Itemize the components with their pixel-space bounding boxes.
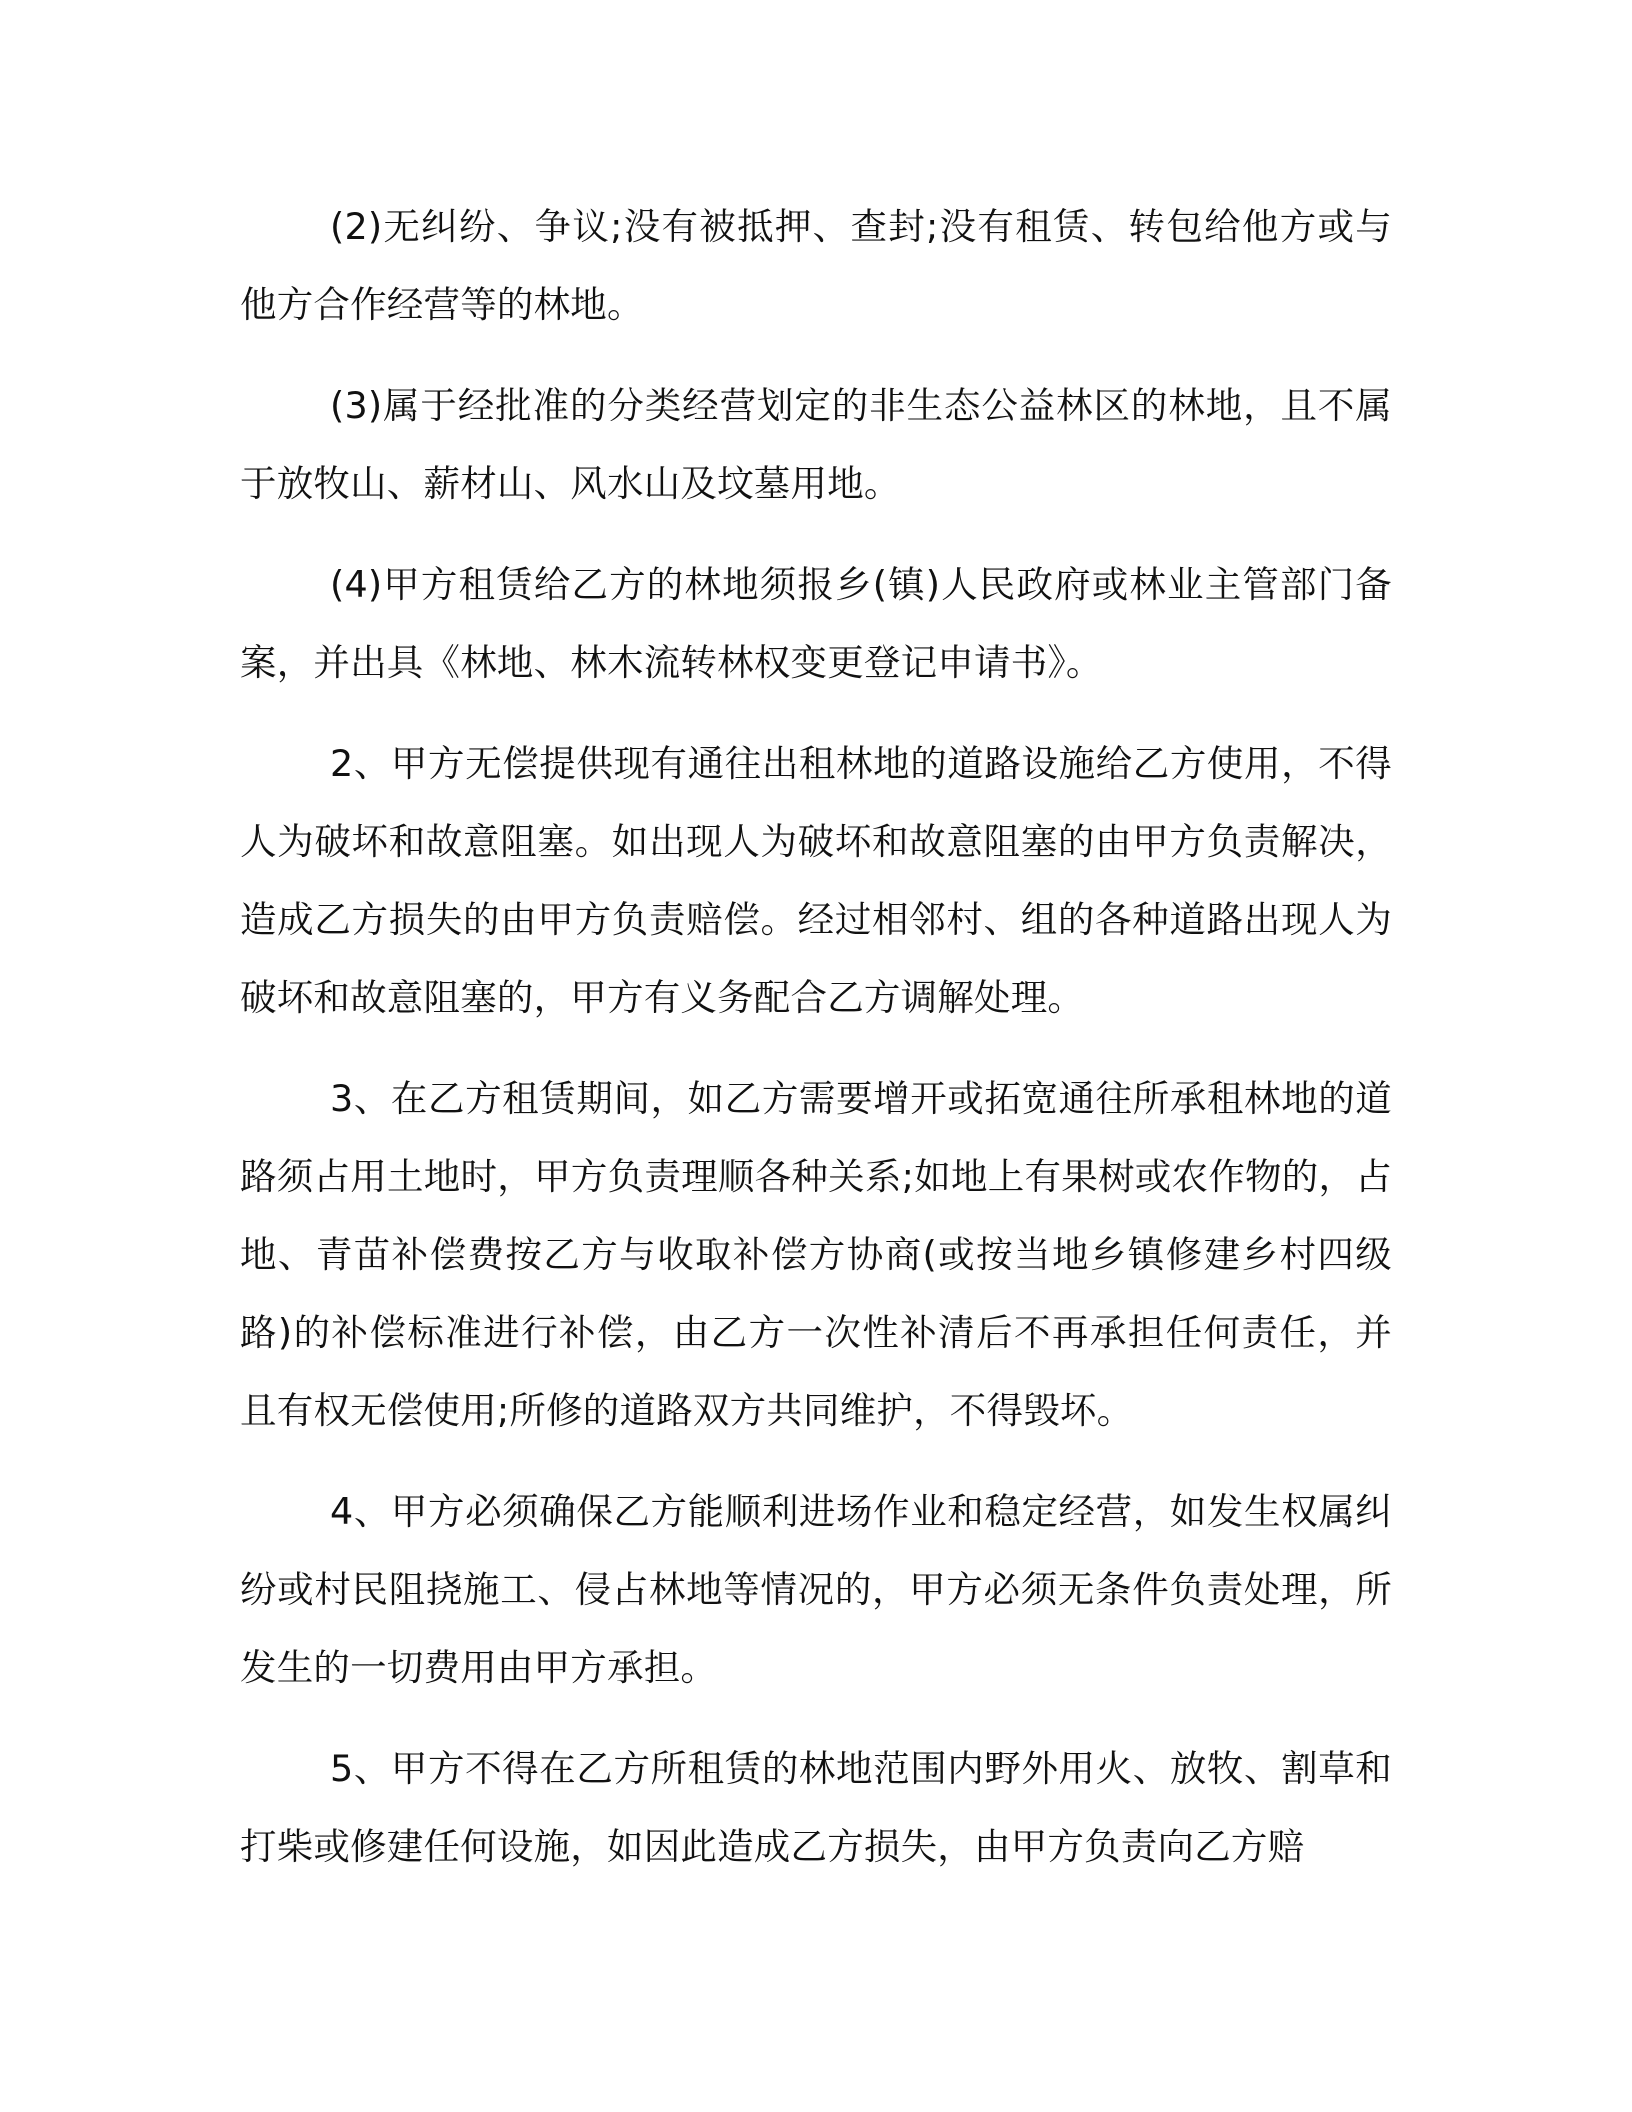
document-body [240, 188, 1392, 1909]
clause-1-item-2: (2)无纠纷、争议;没有被抵押、查封;没有租赁、转包给他方或与他方合作经营等的林地。 [240, 205, 1392, 326]
clause-2: 2、甲方无偿提供现有通往出租林地的道路设施给乙方使用，不得人为破坏和故意阻塞。如出现人为破坏和故意阻塞的由甲方负责解决，造成乙方损失的由甲方负责赔偿。经过相邻村、组的各种道路出现人为破坏和故意阻塞的，甲方有义务配合乙方调解处理。 [240, 742, 1392, 1019]
clause-4: 4、甲方必须确保乙方能顺利进场作业和稳定经营，如发生权属纠纷或村民阻挠施工、侵占林地等情况的，甲方必须无条件负责处理，所发生的一切费用由甲方承担。 [240, 1490, 1392, 1689]
clause-3: 3、在乙方租赁期间，如乙方需要增开或拓宽通往所承租林地的道路须占用土地时，甲方负责理顺各种关系;如地上有果树或农作物的，占地、青苗补偿费按乙方与收取补偿方协商(或按当地乡镇修建乡村四级路)的补偿标准进行补偿，由乙方一次性补清后不再承担任何责任，并且有权无偿使用;所修的道路双方共同维护，不得毁坏。 [240, 1077, 1392, 1432]
clause-5: 5、甲方不得在乙方所租赁的林地范围内野外用火、放牧、割草和打柴或修建任何设施，如因此造成乙方损失，由甲方负责向乙方赔 [240, 1747, 1392, 1868]
clause-1-item-3: (3)属于经批准的分类经营划定的非生态公益林区的林地，且不属于放牧山、薪材山、风水山及坟墓用地。 [240, 384, 1392, 505]
clause-1-item-4: (4)甲方租赁给乙方的林地须报乡(镇)人民政府或林业主管部门备案，并出具《林地、林木流转林权变更登记申请书》。 [240, 563, 1392, 684]
